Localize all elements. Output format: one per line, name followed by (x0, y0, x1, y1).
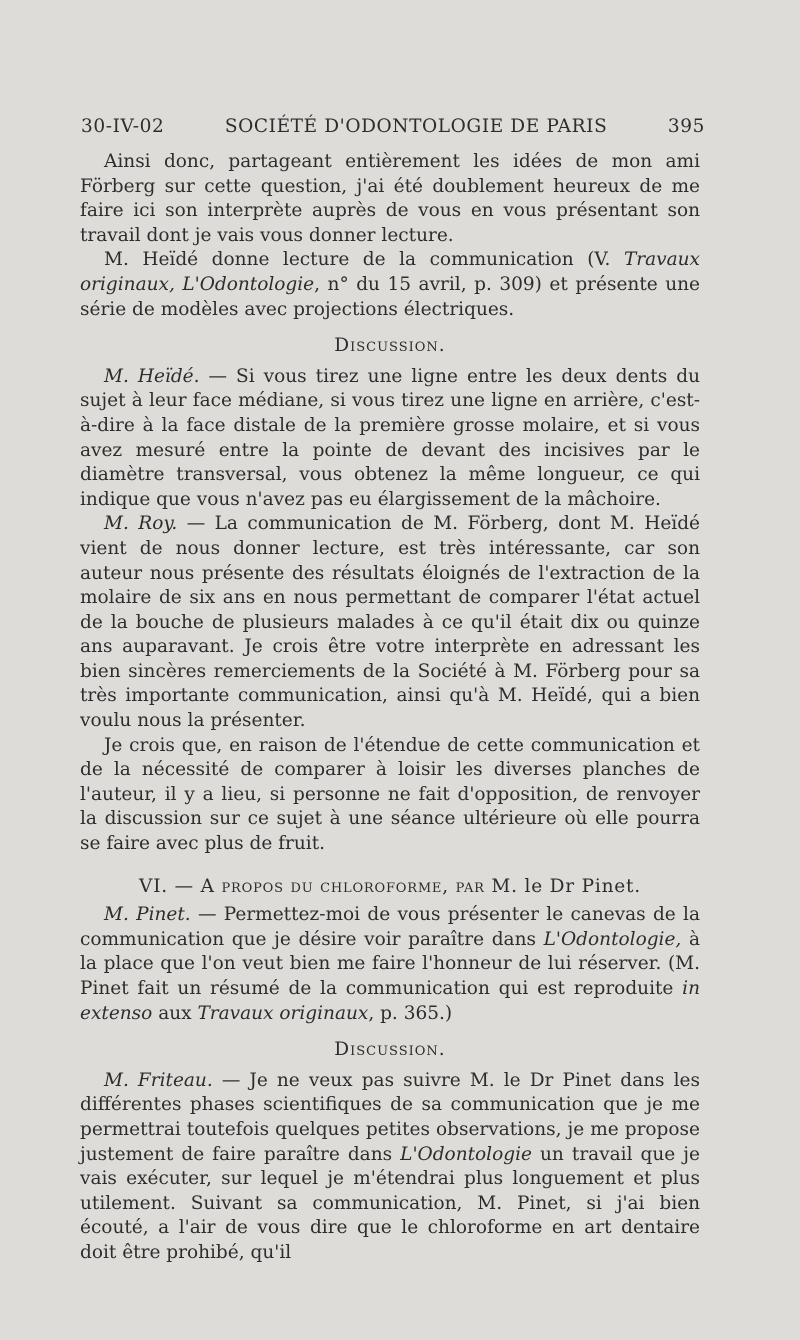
italic-span: L'Odontologie, (543, 928, 682, 950)
text-span: — Si vous tirez une ligne entre les deux dents du sujet à leur face médiane, si vous tirez une ligne en arrière, c'est-à-dire à la face distale de la première grosse molaire, et si vous avez mesuré entre la pointe de devant des incisives par le diamètre transversal, vous obtenez la même longueur, ce qui indique que vous n'avez pas eu élargissement de la mâchoire. (80, 365, 700, 510)
text-span: M. Heïdé donne lecture de la communication (V. (104, 249, 624, 271)
text-span: à la place que l'on veut bien me faire l'honneur de lui réserver. (M. Pinet fait un résumé de la communication qui est reproduite (80, 928, 700, 999)
speaker-name: M. Friteau. (104, 1069, 213, 1091)
section-author: M. le Dr Pinet. (484, 875, 641, 897)
paragraph-roy-reply-2: Je crois que, en raison de l'étendue de cette communication et de la nécessité de comparer à loisir les diverses planches de l'auteur, il y a lieu, si personne ne fait d'opposition, de renvoyer la discussion sur ce sujet à une séance ultérieure où elle pourra se faire avec plus de fruit. (80, 734, 700, 855)
italic-span: Travaux originaux (197, 1002, 369, 1024)
text-span: aux (152, 1002, 198, 1024)
text-span: , p. 365.) (368, 1002, 453, 1024)
paragraph-heide-reply (80, 365, 700, 513)
paragraph-forberg-intro: Ainsi donc, partageant entièrement les idées de mon ami Förberg sur cette question, j'ai été doublement heureux de me faire ici son interprète auprès de vous en vous présentant son travail dont je vais vous donner lecture. (80, 151, 700, 246)
header-date: 30-IV-02 (81, 116, 165, 137)
discussion-heading: Discussion. (334, 335, 446, 357)
italic-span: L'Odontologie (400, 1143, 532, 1165)
discussion-heading: Discussion. (334, 1039, 446, 1061)
section-number: VI. — (139, 875, 201, 897)
section-heading (80, 875, 700, 900)
speaker-name: M. Heïdé. (104, 365, 200, 387)
speaker-name: M. Pinet. (104, 904, 191, 926)
paragraph-heide-reading (80, 248, 700, 322)
text-span: un travail que je vais exécuter, sur lequel je m'étendrai plus longuement et plus utilement. Suivant sa communication, M. Pinet, si j'ai bien écouté, a l'air de vous dire que le chloroforme en art dentaire doit être prohibé, qu'il (80, 1143, 700, 1263)
paragraph-friteau-reply (80, 1069, 700, 1266)
text-span: , n° du 15 avril, p. 309) et présente une série de modèles avec projections électriques. (80, 273, 700, 320)
italic-span: in extenso (80, 978, 700, 1024)
text-span: — Permettez-moi de vous présenter le canevas de la communication que je désire voir paraître dans (80, 904, 700, 950)
speaker-name: M. Roy. (104, 513, 178, 535)
text-span: — La communication de M. Förberg, dont M. Heïdé vient de nous donner lecture, est très intéressante, car son auteur nous présente des résultats éloignés de l'extraction de la molaire de six ans en nous permettant de comparer l'état actuel de la bouche de plusieurs malades à ce qu'il était dix ou quinze ans auparavant. Je crois être votre interprète en adressant les bien sincères remerciements de la Société à M. Förberg pour sa très importante communication, ainsi qu'à M. Heïdé, qui a bien voulu nous la présenter. (80, 513, 700, 732)
header-title: SOCIÉTÉ D'ODONTOLOGIE DE PARIS (224, 116, 608, 137)
page-body (80, 150, 700, 1266)
italic-span: Travaux originaux, L'Odontologie (80, 249, 700, 295)
paragraph-pinet-reply (80, 903, 700, 1026)
paragraph-roy-reply (80, 512, 700, 733)
section-title: A propos du chloroforme, par (200, 875, 485, 897)
running-header (81, 116, 705, 137)
text-span: — Je ne veux pas suivre M. le Dr Pinet dans les différentes phases scientifiques de sa communication que je me permettrai toutefois quelques petites observations, je me propose justement de faire paraître dans (80, 1069, 700, 1165)
page-number: 395 (667, 116, 705, 137)
